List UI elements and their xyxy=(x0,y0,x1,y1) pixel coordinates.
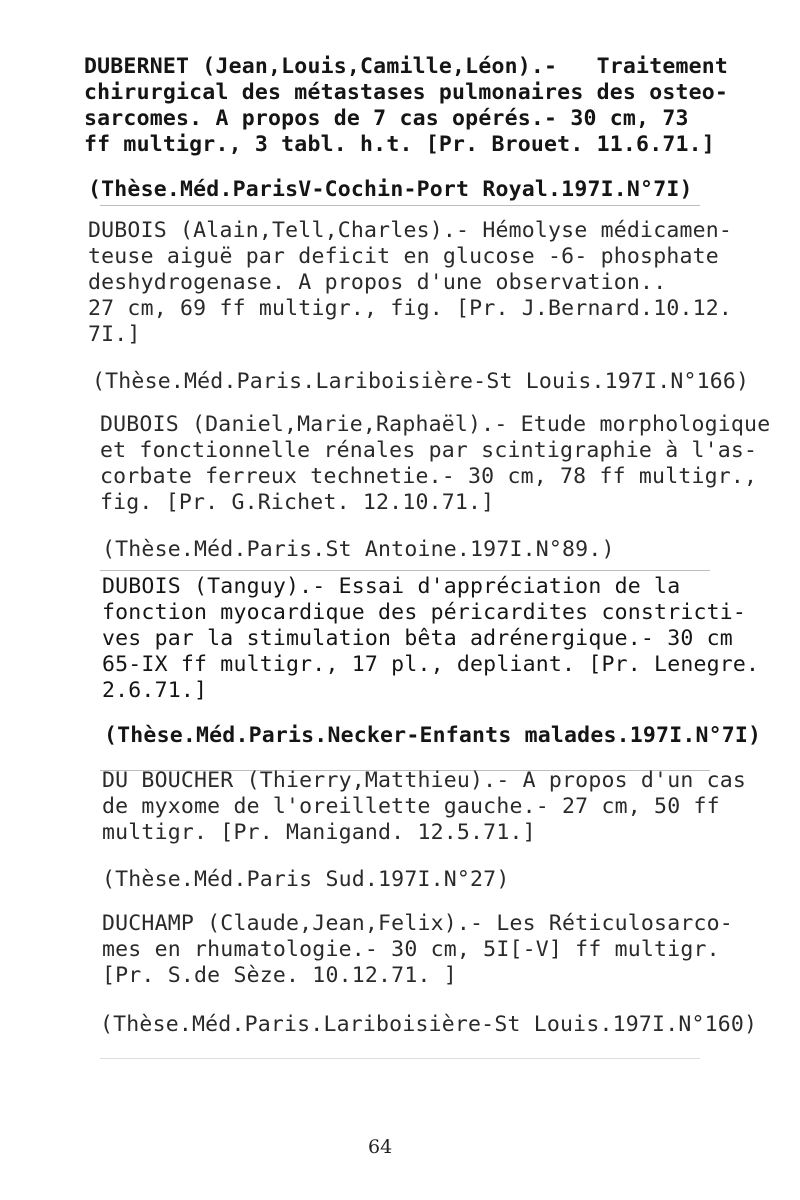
entry-line: 65-IX ff multigr., 17 pl., depliant. [Pr. Lenegre. xyxy=(102,652,760,677)
entry-line: DUBOIS (Tanguy).- Essai d'appréciation de la xyxy=(102,574,681,599)
entry-citation: (Thèse.Méd.Paris.St Antoine.197I.N°89.) xyxy=(102,537,615,562)
entry-line: ff multigr., 3 tabl. h.t. [Pr. Brouet. 11.6.71.] xyxy=(84,132,715,157)
page-number: 64 xyxy=(368,1136,393,1158)
divider-line xyxy=(100,570,710,571)
entry-line: [Pr. S.de Sèze. 10.12.71. ] xyxy=(102,963,457,988)
entry-citation: (Thèse.Méd.Paris.Lariboisière-St Louis.197I.N°160) xyxy=(100,1012,758,1037)
entry-line: 7I.] xyxy=(88,322,141,347)
entry-line: DUBERNET (Jean,Louis,Camille,Léon).- Traitement xyxy=(84,54,729,79)
entry-line: deshydrogenase. A propos d'une observation.. xyxy=(88,270,667,295)
entry-line: fonction myocardique des péricardites constricti- xyxy=(102,600,747,625)
entry-line: corbate ferreux technetie.- 30 cm, 78 ff multigr., xyxy=(100,464,758,489)
entry-line: multigr. [Pr. Manigand. 12.5.71.] xyxy=(102,820,536,845)
entry-line: DUBOIS (Alain,Tell,Charles).- Hémolyse médicamen- xyxy=(88,218,733,243)
divider-line xyxy=(100,205,700,206)
entry-line: de myxome de l'oreillette gauche.- 27 cm, 50 ff xyxy=(102,794,720,819)
entry-line: DUCHAMP (Claude,Jean,Felix).- Les Réticulosarco- xyxy=(102,911,733,936)
entry-line: 27 cm, 69 ff multigr., fig. [Pr. J.Bernard.10.12. xyxy=(88,296,733,321)
entry-line: teuse aiguë par deficit en glucose -6- phosphate xyxy=(88,244,719,269)
entry-line: mes en rhumatologie.- 30 cm, 5I[-V] ff multigr. xyxy=(102,937,720,962)
entry-citation: (Thèse.Méd.Paris Sud.197I.N°27) xyxy=(102,867,510,892)
divider-line xyxy=(100,1058,700,1059)
entry-line: fig. [Pr. G.Richet. 12.10.71.] xyxy=(100,490,495,515)
entry-citation: (Thèse.Méd.Paris.Necker-Enfants malades.197I.N°7I) xyxy=(104,723,762,748)
entry-line: DUBOIS (Daniel,Marie,Raphaël).- Etude morphologique xyxy=(100,412,771,437)
entry-line: sarcomes. A propos de 7 cas opérés.- 30 cm, 73 xyxy=(84,106,689,131)
entry-line: et fonctionnelle rénales par scintigraphie à l'as- xyxy=(100,438,758,463)
entry-line: ves par la stimulation bêta adrénergique.- 30 cm xyxy=(102,626,733,651)
entry-citation: (Thèse.Méd.ParisV-Cochin-Port Royal.197I.N°7I) xyxy=(88,177,693,202)
entry-line: 2.6.71.] xyxy=(102,678,208,703)
entry-citation: (Thèse.Méd.Paris.Lariboisière-St Louis.197I.N°166) xyxy=(92,369,750,394)
entry-line: chirurgical des métastases pulmonaires des osteo- xyxy=(84,80,729,105)
entry-line: DU BOUCHER (Thierry,Matthieu).- A propos d'un cas xyxy=(102,768,747,793)
